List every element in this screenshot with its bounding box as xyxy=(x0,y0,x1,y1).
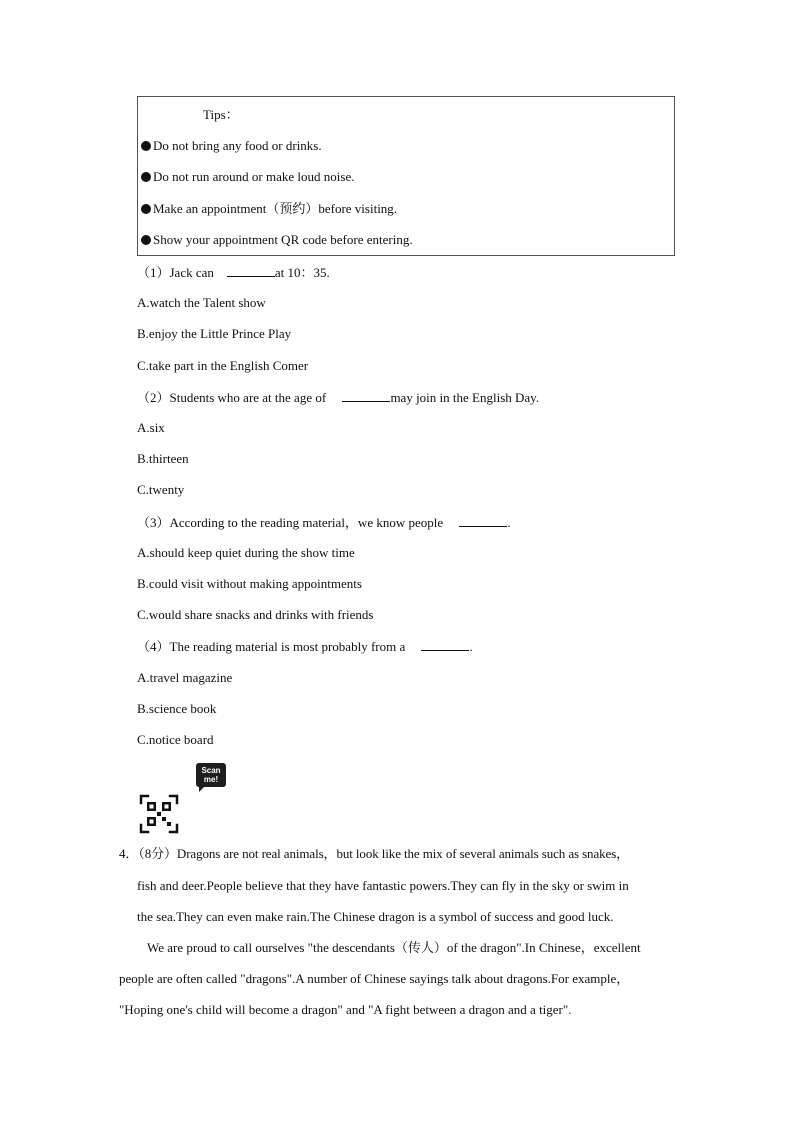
bullet-icon xyxy=(141,204,151,214)
question-4-option-b: B.science book xyxy=(137,701,217,716)
question-3-option-b: B.could visit without making appointments xyxy=(137,576,362,591)
passage-line-3: the sea.They can even make rain.The Chinese dragon is a symbol of success and good luck. xyxy=(137,909,614,924)
passage-line-2: fish and deer.People believe that they have fantastic powers.They can fly in the sky or swim in xyxy=(137,878,629,893)
bullet-icon xyxy=(141,172,151,182)
question-1-option-c: C.take part in the English Comer xyxy=(137,358,309,373)
scan-me-badge[interactable]: Scan me! xyxy=(196,763,226,787)
question-1-stem: （1）Jack can at 10：35. xyxy=(137,265,330,280)
question-2-stem: （2）Students who are at the age of may join in the English Day. xyxy=(137,390,540,405)
passage-line-1: 4．（8分）Dragons are not real animals，but look like the mix of several animals such as snakes， xyxy=(119,846,630,861)
answer-blank xyxy=(227,264,275,277)
question-4-option-c: C.notice board xyxy=(137,732,214,747)
question-4-stem: （4）The reading material is most probably from a . xyxy=(137,639,473,654)
tip-item: Do not bring any food or drinks. xyxy=(141,138,322,154)
tips-box xyxy=(137,96,675,256)
passage-line-5: people are often called "dragons".A number of Chinese sayings talk about dragons.For example， xyxy=(119,971,630,986)
answer-blank xyxy=(459,514,507,527)
question-4-option-a: A.travel magazine xyxy=(137,670,233,685)
question-2-option-a: A.six xyxy=(137,420,165,435)
bullet-icon xyxy=(141,141,151,151)
tip-item: Do not run around or make loud noise. xyxy=(141,169,354,185)
answer-blank xyxy=(342,389,390,402)
tips-title: Tips： xyxy=(203,107,239,122)
speech-tail-icon xyxy=(199,786,205,792)
question-2-option-c: C.twenty xyxy=(137,482,185,497)
question-1-option-b: B.enjoy the Little Prince Play xyxy=(137,326,292,341)
passage-line-6: "Hoping one's child will become a dragon" and "A fight between a dragon and a tiger". xyxy=(119,1002,572,1017)
question-3-option-c: C.would share snacks and drinks with friends xyxy=(137,607,374,622)
bullet-icon xyxy=(141,235,151,245)
passage-line-4: We are proud to call ourselves "the descendants（传人）of the dragon".In Chinese，excellent xyxy=(147,940,641,955)
question-3-option-a: A.should keep quiet during the show time xyxy=(137,545,355,560)
question-2-option-b: B.thirteen xyxy=(137,451,189,466)
tip-item: Make an appointment（预约）before visiting. xyxy=(141,201,397,217)
question-1-option-a: A.watch the Talent show xyxy=(137,295,266,310)
question-3-stem: （3）According to the reading material，we know people . xyxy=(137,515,511,530)
qr-code-icon[interactable] xyxy=(139,794,179,834)
answer-blank xyxy=(421,638,469,651)
tip-item: Show your appointment QR code before entering. xyxy=(141,232,413,248)
